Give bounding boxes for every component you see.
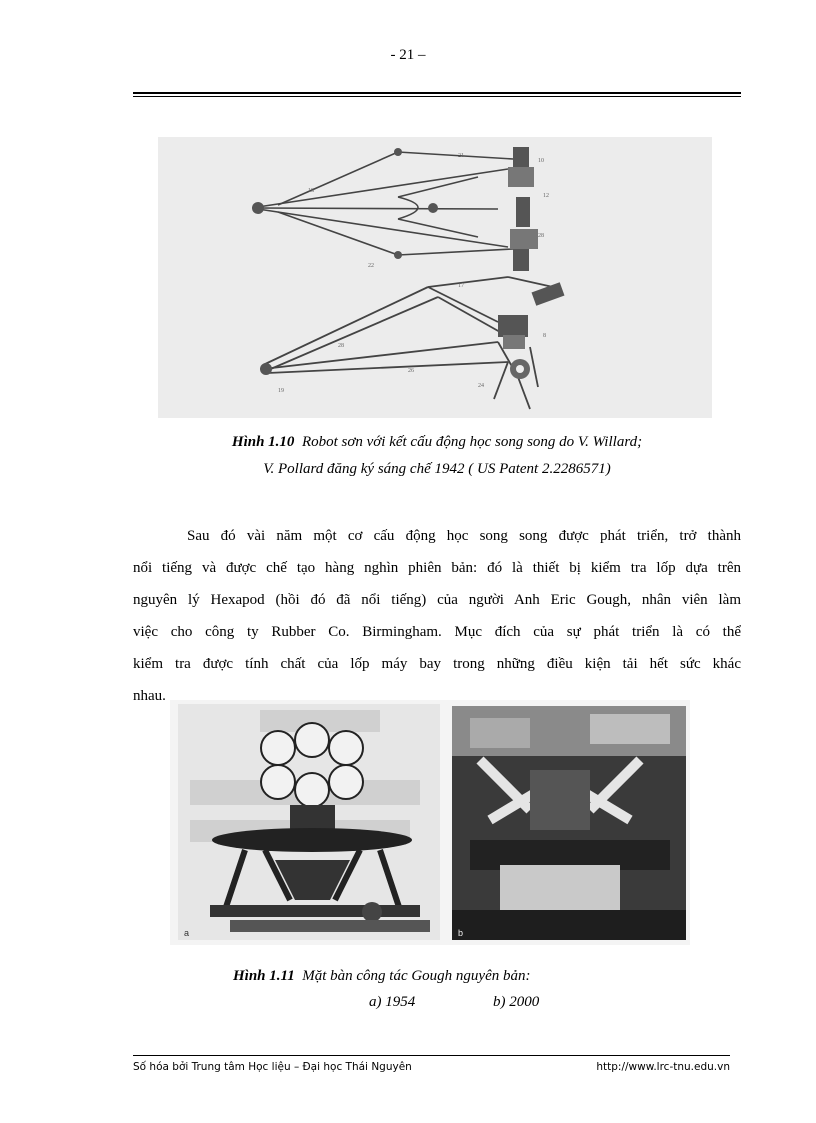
caption-sub-b: b) 2000 — [493, 994, 540, 1010]
figure-1-10-patent-drawing — [158, 137, 712, 418]
panel-a-label: a — [184, 928, 190, 938]
svg-text:21: 21 — [458, 153, 464, 159]
svg-text:26: 26 — [408, 368, 414, 374]
header-rule-thin — [133, 96, 741, 97]
svg-text:8: 8 — [543, 333, 546, 339]
paragraph-line: nguyên lý Hexapod (hồi đó đã nổi tiếng) của người Anh Eric Gough, nhân viên làm — [133, 592, 741, 608]
figure-1-10-caption — [133, 429, 741, 483]
svg-text:28: 28 — [338, 343, 344, 349]
header-rule — [133, 92, 741, 94]
svg-text:22: 22 — [368, 263, 374, 269]
paragraph-line: nổi tiếng và được chế tạo hàng nghìn phiên bản: đó là thiết bị kiểm tra lốp dựa trên — [133, 560, 741, 576]
photo-a-1954 — [178, 704, 440, 940]
svg-text:19: 19 — [278, 388, 284, 394]
caption-text: Mặt bàn công tác Gough nguyên bản: — [302, 968, 531, 984]
footer-credit: Số hóa bởi Trung tâm Học liệu – Đại học Thái Nguyên — [133, 1061, 412, 1073]
figure-1-11-photos — [170, 700, 690, 945]
caption-sub-a: a) 1954 — [369, 994, 416, 1010]
caption-line-1 — [233, 963, 531, 989]
svg-text:24: 24 — [478, 383, 484, 389]
gough-platform-photos — [170, 700, 690, 945]
caption-line-1 — [133, 429, 741, 456]
figure-label: Hình 1.10 — [231, 434, 295, 450]
photo-b-2000 — [452, 706, 686, 940]
paragraph-line: việc cho công ty Rubber Co. Birmingham. Mục đích của sự phát triển là có thể — [133, 624, 741, 640]
svg-text:10: 10 — [538, 158, 544, 164]
figure-label: Hình 1.11 — [233, 968, 295, 984]
paragraph-line: kiểm tra được tính chất của lốp máy bay trong những điều kiện tải hết sức khác — [133, 656, 741, 672]
patent-drawing-illustration — [158, 137, 712, 418]
svg-text:28: 28 — [538, 233, 544, 239]
page-number: - 21 – — [390, 47, 426, 63]
footer-rule — [133, 1055, 730, 1056]
svg-text:12: 12 — [543, 193, 549, 199]
svg-text:17: 17 — [458, 283, 464, 289]
body-paragraph — [133, 520, 741, 712]
caption-text: Robot sơn với kết cấu động học song song do V. Willard; — [301, 434, 643, 450]
paragraph-line: nhau. — [133, 688, 166, 704]
svg-text:18: 18 — [308, 188, 314, 194]
footer-url: http://www.lrc-tnu.edu.vn — [596, 1061, 730, 1073]
paragraph-line: Sau đó vài năm một cơ cấu động học song song được phát triển, trở thành — [187, 528, 741, 544]
panel-b-label: b — [458, 928, 464, 938]
caption-line-2: V. Pollard đăng ký sáng chế 1942 ( US Patent 2.2286571) — [263, 461, 611, 477]
